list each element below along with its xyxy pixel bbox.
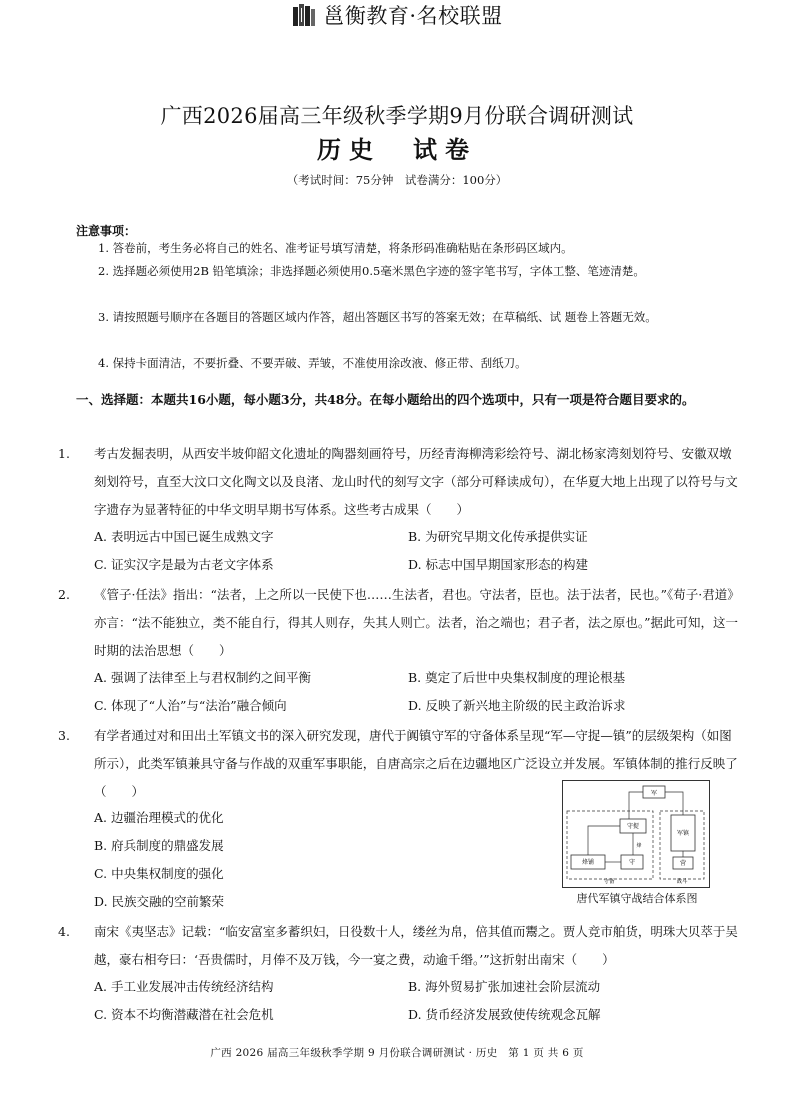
header-logo-row — [0, 0, 794, 30]
label-shouzhuo: 守捉 — [626, 823, 640, 830]
note-item: 3. 请按照题号顺序在各题目的答题区域内作答，超出答题区书写的答案无效；在草稿纸、试 题卷上答题无效。 — [98, 310, 657, 324]
question-text: 考古发掘表明，从西安半坡仰韶文化遗址的陶器刻画符号，历经青海柳湾彩绘符号、湖北杨家湾刻划符号、安徽双墩刻划符号，直至大汶口文化陶文以及良渚、龙山时代的刻写文字（部分可释读成句），在华夏大地上出现了以符号与文字遗存为显著特征的中华文明早期书写体系。这些考古成果（ ） — [94, 446, 738, 517]
question-4-stem — [58, 918, 742, 974]
option-b[interactable]: B. 为研究早期文化传承提供实证 — [408, 529, 588, 544]
question-text: 有学者通过对和田出土军镇文书的深入研究发现，唐代于阗镇守军的守备体系呈现“军—守捉—镇”的层级架构（如图所示），此类军镇兼具守备与作战的双重军事职能，自唐高宗之后在边疆地区广泛设立并发展。军镇体制的推行反映了（ ） — [94, 728, 738, 799]
option-b[interactable]: B. 府兵制度的鼎盛发展 — [94, 838, 224, 853]
figure-caption: 唐代军镇守战结合体系图 — [576, 892, 698, 905]
question-number: 1. — [58, 446, 70, 461]
question-text: 南宋《夷坚志》记载：“临安富室多蓄织妇，日役数十人，缕丝为帛，倍其值而鬻之。贾人竞市舶货，明珠大贝萃于吴越，豪右相夸曰：‘吾贵儒时，月俸不及万钱，今一宴之费，动逾千缗。’”这折射出南宋（ ） — [94, 924, 738, 967]
label-combat: 战斗 — [676, 879, 688, 885]
option-d[interactable]: D. 货币经济发展致使传统观念瓦解 — [408, 1007, 601, 1022]
question-2-stem — [58, 581, 742, 665]
exam-title: 广西2026届高三年级秋季学期9月份联合调研测试 — [160, 104, 634, 128]
time-info: （考试时间：75分钟 试卷满分：100分） — [286, 173, 508, 187]
option-c[interactable]: C. 体现了“人治”与“法治”融合倾向 — [94, 698, 287, 713]
option-a[interactable]: A. 强调了法律至上与君权制约之间平衡 — [94, 670, 311, 685]
option-c[interactable]: C. 中央集权制度的强化 — [94, 866, 224, 881]
label-junzhen: 军镇 — [676, 830, 690, 837]
note-item: 4. 保持卡面清洁，不要折叠、不要弄破、弄皱，不准使用涂改液、修正带、刮纸刀。 — [98, 356, 527, 370]
page-footer: 广西 2026 届高三年级秋季学期 9 月份联合调研测试 · 历史 第 1 页 共 6 页 — [210, 1047, 584, 1059]
question-text: 《管子·任法》指出：“法者，上之所以一民使下也……生法者，君也。守法者，臣也。法于法者，民也。”《荀子·君道》亦言：“法不能独立，类不能自行，得其人则存，失其人则亡。法者，治之端也；君子者，法之原也。”据此可知，这一时期的法治思想（ ） — [94, 587, 740, 658]
question-number: 2. — [58, 587, 70, 602]
option-a[interactable]: A. 表明远古中国已诞生成熟文字 — [94, 529, 274, 544]
label-fengpu: 烽铺 — [581, 859, 595, 866]
note-item: 2. 选择题必须使用2B 铅笔填涂；非选择题必须使用0.5毫米黑色字迹的签字笔书写，字体工整、笔迹清楚。 — [98, 264, 645, 278]
option-b[interactable]: B. 奠定了后世中央集权制度的理论根基 — [408, 670, 626, 685]
military-system-figure — [562, 780, 710, 888]
brand-name: 邕衡教育·名校联盟 — [323, 4, 503, 28]
label-defense: 守备 — [603, 879, 615, 885]
option-d[interactable]: D. 反映了新兴地主阶级的民主政治诉求 — [408, 698, 626, 713]
option-a[interactable]: A. 手工业发展冲击传统经济结构 — [94, 979, 274, 994]
option-c[interactable]: C. 证实汉字是最为古老文字体系 — [94, 557, 274, 572]
option-d[interactable]: D. 标志中国早期国家形态的构建 — [408, 557, 589, 572]
notes-heading: 注意事项： — [76, 224, 137, 238]
label-feng: 烽 — [636, 843, 642, 849]
books-logo-icon — [291, 2, 317, 28]
option-d[interactable]: D. 民族交融的空前繁荣 — [94, 894, 225, 909]
label-army: 军 — [650, 790, 658, 797]
option-b[interactable]: B. 海外贸易扩张加速社会阶层流动 — [408, 979, 601, 994]
question-number: 4. — [58, 924, 70, 939]
question-1-stem — [58, 440, 742, 524]
note-item: 1. 答卷前，考生务必将自己的姓名、准考证号填写清楚，将条形码准确粘贴在条形码区域内。 — [98, 241, 573, 255]
option-c[interactable]: C. 资本不均衡潜藏潜在社会危机 — [94, 1007, 274, 1022]
label-ying: 营 — [679, 860, 687, 867]
label-shou: 守 — [628, 859, 636, 866]
section-heading: 一、选择题：本题共16小题，每小题3分，共48分。在每小题给出的四个选项中，只有一项是符合题目要求的。 — [76, 392, 695, 407]
option-a[interactable]: A. 边疆治理模式的优化 — [94, 810, 224, 825]
figure-diagram — [563, 781, 709, 887]
subject-title: 历史 试卷 — [317, 135, 477, 164]
question-number: 3. — [58, 728, 70, 743]
